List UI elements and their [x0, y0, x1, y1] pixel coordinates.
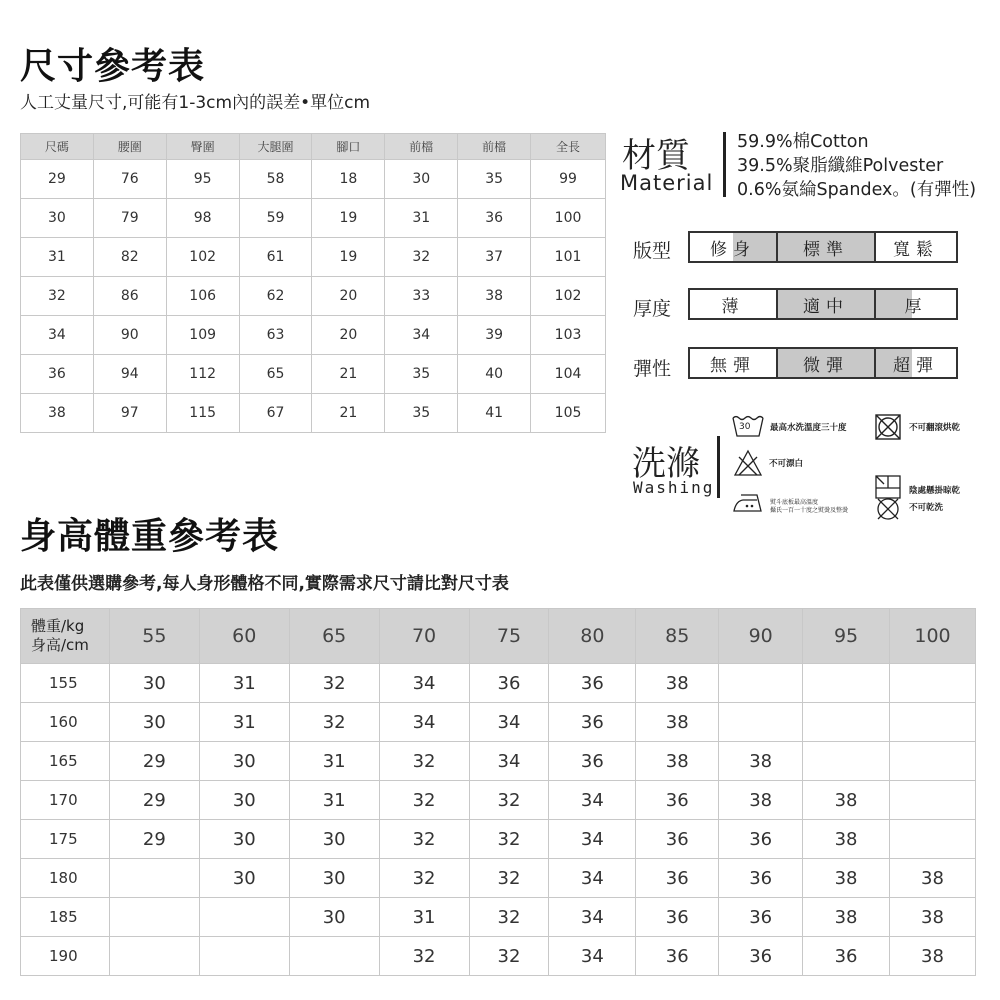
iron-icon: [731, 489, 765, 515]
recommended-size-cell: 31: [379, 898, 469, 937]
recommended-size-cell: 36: [636, 859, 719, 898]
weight-header-cell: 80: [549, 609, 636, 664]
size-table-row: [21, 160, 606, 199]
size-table-cell: 100: [531, 199, 606, 238]
size-table-cell: 102: [531, 277, 606, 316]
recommended-size-cell: 30: [199, 820, 289, 859]
height-row-header: 165: [21, 742, 110, 781]
size-table-cell: 98: [166, 199, 239, 238]
hw-table-row: [21, 703, 976, 742]
size-table-cell: 34: [385, 316, 458, 355]
size-table-cell: 62: [239, 277, 312, 316]
recommended-size-cell: 34: [549, 820, 636, 859]
size-header-cell: 尺碼: [21, 134, 94, 160]
height-row-header: 190: [21, 937, 110, 976]
recommended-size-cell: 36: [549, 664, 636, 703]
size-table-cell: 32: [385, 238, 458, 277]
no-dry-clean-text: 不可乾洗: [909, 503, 944, 513]
size-table-row: [21, 316, 606, 355]
height-weight-subtitle: 此表僅供選購參考,每人身形體格不同,實際需求尺寸請比對尺寸表: [20, 574, 509, 594]
recommended-size-cell: 30: [199, 742, 289, 781]
recommended-size-cell: 38: [636, 742, 719, 781]
fit-label: 版型: [633, 240, 672, 262]
size-table-cell: 20: [312, 316, 385, 355]
height-weight-table: [20, 608, 976, 976]
size-table-row: [21, 394, 606, 433]
height-weight-title: 身高體重參考表: [20, 516, 280, 557]
size-table-cell: 86: [93, 277, 166, 316]
size-header-cell: 大腿圍: [239, 134, 312, 160]
size-table-cell: 37: [458, 238, 531, 277]
recommended-size-cell: [199, 898, 289, 937]
size-table-row: [21, 199, 606, 238]
recommended-size-cell: 34: [549, 898, 636, 937]
size-table-cell: 102: [166, 238, 239, 277]
recommended-size-cell: 36: [803, 937, 890, 976]
size-table-cell: 35: [385, 355, 458, 394]
size-table-cell: 115: [166, 394, 239, 433]
height-row-header: 180: [21, 859, 110, 898]
size-table-cell: 58: [239, 160, 312, 199]
recommended-size-cell: 30: [109, 703, 199, 742]
hang-dry-text: 陰處懸掛晾乾: [909, 486, 961, 496]
recommended-size-cell: 34: [379, 664, 469, 703]
recommended-size-cell: 36: [549, 703, 636, 742]
thickness-option: 厚: [874, 290, 956, 318]
size-table-cell: 36: [21, 355, 94, 394]
hw-table-row: [21, 898, 976, 937]
hw-table-row: [21, 820, 976, 859]
washing-divider: [717, 436, 720, 498]
recommended-size-cell: 34: [549, 781, 636, 820]
recommended-size-cell: [719, 703, 803, 742]
size-table-row: [21, 355, 606, 394]
size-table-cell: 29: [21, 160, 94, 199]
size-table-cell: 112: [166, 355, 239, 394]
recommended-size-cell: 38: [803, 859, 890, 898]
size-table-cell: 105: [531, 394, 606, 433]
recommended-size-cell: 38: [890, 898, 976, 937]
size-table-cell: 65: [239, 355, 312, 394]
recommended-size-cell: 38: [719, 742, 803, 781]
hw-header-row: [21, 609, 976, 664]
recommended-size-cell: 38: [803, 898, 890, 937]
recommended-size-cell: [289, 937, 379, 976]
size-table-cell: 31: [21, 238, 94, 277]
recommended-size-cell: 32: [469, 937, 549, 976]
material-divider: [723, 132, 726, 197]
stretch-option: 超彈: [874, 349, 956, 377]
recommended-size-cell: 31: [289, 742, 379, 781]
iron-text-2: 攝氏一百一十度之熨燙及整燙: [770, 507, 849, 514]
recommended-size-cell: 31: [289, 781, 379, 820]
recommended-size-cell: 32: [469, 820, 549, 859]
size-header-cell: 腳口: [312, 134, 385, 160]
recommended-size-cell: [109, 937, 199, 976]
recommended-size-cell: [890, 703, 976, 742]
no-bleach-text: 不可漂白: [769, 459, 804, 469]
wash-30-icon: 30: [731, 414, 765, 438]
recommended-size-cell: 34: [469, 703, 549, 742]
size-table-cell: 35: [385, 394, 458, 433]
material-line: 39.5%聚脂纖維Polvester: [737, 156, 944, 176]
recommended-size-cell: [109, 859, 199, 898]
size-table-cell: 19: [312, 238, 385, 277]
size-table-cell: 59: [239, 199, 312, 238]
size-table-cell: 35: [458, 160, 531, 199]
size-table-row: [21, 277, 606, 316]
recommended-size-cell: 36: [719, 937, 803, 976]
size-table-cell: 38: [21, 394, 94, 433]
size-table: [20, 133, 606, 433]
size-table-cell: 38: [458, 277, 531, 316]
recommended-size-cell: 30: [199, 859, 289, 898]
hw-table-row: [21, 781, 976, 820]
size-table-cell: 61: [239, 238, 312, 277]
size-table-cell: 67: [239, 394, 312, 433]
height-row-header: 160: [21, 703, 110, 742]
size-table-cell: 97: [93, 394, 166, 433]
size-table-cell: 41: [458, 394, 531, 433]
recommended-size-cell: 34: [549, 859, 636, 898]
stretch-option: 無彈: [710, 355, 756, 376]
recommended-size-cell: 36: [636, 781, 719, 820]
size-table-cell: 99: [531, 160, 606, 199]
recommended-size-cell: 30: [289, 820, 379, 859]
size-header-cell: 前檔: [458, 134, 531, 160]
height-row-header: 155: [21, 664, 110, 703]
recommended-size-cell: 30: [109, 664, 199, 703]
recommended-size-cell: 38: [890, 859, 976, 898]
recommended-size-cell: 34: [379, 703, 469, 742]
recommended-size-cell: 29: [109, 820, 199, 859]
recommended-size-cell: 32: [469, 898, 549, 937]
stretch-label: 彈性: [633, 358, 672, 380]
size-table-cell: 31: [385, 199, 458, 238]
recommended-size-cell: 36: [719, 898, 803, 937]
recommended-size-cell: [890, 742, 976, 781]
recommended-size-cell: 38: [719, 781, 803, 820]
recommended-size-cell: 38: [803, 820, 890, 859]
recommended-size-cell: [890, 664, 976, 703]
recommended-size-cell: 32: [379, 742, 469, 781]
size-table-cell: 40: [458, 355, 531, 394]
recommended-size-cell: 29: [109, 742, 199, 781]
size-header-cell: 腰圍: [93, 134, 166, 160]
size-table-row: [21, 238, 606, 277]
wash-temp-text: 最高水洗溫度三十度: [770, 423, 847, 433]
recommended-size-cell: 29: [109, 781, 199, 820]
fit-option-selected: 標準: [776, 233, 874, 261]
size-table-header-row: [21, 134, 606, 160]
size-table-cell: 21: [312, 355, 385, 394]
recommended-size-cell: 31: [199, 664, 289, 703]
size-chart-title: 尺寸參考表: [20, 46, 206, 87]
size-table-cell: 30: [21, 199, 94, 238]
size-table-cell: 36: [458, 199, 531, 238]
recommended-size-cell: 36: [469, 664, 549, 703]
recommended-size-cell: 38: [890, 937, 976, 976]
size-table-cell: 63: [239, 316, 312, 355]
size-table-cell: 33: [385, 277, 458, 316]
no-tumble-dry-icon: [874, 413, 902, 441]
thickness-option-selected: 適中: [776, 290, 874, 318]
size-table-cell: 106: [166, 277, 239, 316]
recommended-size-cell: 32: [289, 664, 379, 703]
fit-option: 修身: [690, 233, 776, 261]
size-table-cell: 30: [385, 160, 458, 199]
weight-header-cell: 95: [803, 609, 890, 664]
recommended-size-cell: [199, 937, 289, 976]
recommended-size-cell: 32: [469, 859, 549, 898]
fit-option: 寬鬆: [874, 233, 956, 261]
recommended-size-cell: 30: [289, 859, 379, 898]
no-bleach-icon: [733, 449, 763, 477]
size-table-cell: 32: [21, 277, 94, 316]
recommended-size-cell: 36: [636, 820, 719, 859]
thickness-scale: [688, 288, 958, 320]
size-table-cell: 94: [93, 355, 166, 394]
recommended-size-cell: 30: [289, 898, 379, 937]
hw-corner-cell: 體重/kg 身高/cm: [21, 609, 110, 664]
recommended-size-cell: 38: [636, 703, 719, 742]
recommended-size-cell: [803, 703, 890, 742]
hw-table-row: [21, 664, 976, 703]
material-line: 0.6%氨綸Spandex。(有彈性): [737, 180, 977, 200]
weight-header-cell: 55: [109, 609, 199, 664]
hw-table-row: [21, 742, 976, 781]
recommended-size-cell: 38: [803, 781, 890, 820]
size-table-cell: 90: [93, 316, 166, 355]
recommended-size-cell: 36: [719, 859, 803, 898]
recommended-size-cell: [803, 664, 890, 703]
no-dry-clean-icon: [874, 497, 902, 521]
recommended-size-cell: 34: [549, 937, 636, 976]
stretch-scale: [688, 347, 958, 379]
recommended-size-cell: [890, 781, 976, 820]
height-row-header: 175: [21, 820, 110, 859]
size-table-cell: 19: [312, 199, 385, 238]
size-table-cell: 39: [458, 316, 531, 355]
recommended-size-cell: [803, 742, 890, 781]
size-table-cell: 18: [312, 160, 385, 199]
recommended-size-cell: 30: [199, 781, 289, 820]
height-row-header: 185: [21, 898, 110, 937]
height-row-header: 170: [21, 781, 110, 820]
size-table-cell: 101: [531, 238, 606, 277]
recommended-size-cell: 32: [379, 781, 469, 820]
weight-header-cell: 65: [289, 609, 379, 664]
fit-scale: [688, 231, 958, 263]
washing-label-en: Washing: [633, 478, 715, 497]
size-chart-subtitle: 人工丈量尺寸,可能有1-3cm內的誤差•單位cm: [20, 93, 371, 113]
hw-table-row: [21, 937, 976, 976]
material-label-en: Material: [620, 171, 714, 195]
recommended-size-cell: 32: [289, 703, 379, 742]
washing-label-zh: 洗滌: [632, 444, 700, 484]
iron-text-1: 熨斗底板最高溫度: [770, 499, 819, 506]
thickness-option: 薄: [721, 296, 745, 317]
recommended-size-cell: 32: [379, 937, 469, 976]
weight-header-cell: 100: [890, 609, 976, 664]
material-label-zh: 材質: [622, 136, 690, 176]
recommended-size-cell: [719, 664, 803, 703]
weight-header-cell: 60: [199, 609, 289, 664]
size-table-cell: 20: [312, 277, 385, 316]
size-table-cell: 76: [93, 160, 166, 199]
recommended-size-cell: 36: [636, 937, 719, 976]
size-table-cell: 82: [93, 238, 166, 277]
weight-header-cell: 85: [636, 609, 719, 664]
weight-header-cell: 75: [469, 609, 549, 664]
recommended-size-cell: 36: [719, 820, 803, 859]
hw-table-row: [21, 859, 976, 898]
recommended-size-cell: 32: [379, 820, 469, 859]
recommended-size-cell: [890, 820, 976, 859]
recommended-size-cell: [109, 898, 199, 937]
recommended-size-cell: 32: [469, 781, 549, 820]
material-line: 59.9%棉Cotton: [737, 132, 869, 152]
size-header-cell: 臀圍: [166, 134, 239, 160]
thickness-label: 厚度: [633, 298, 672, 320]
recommended-size-cell: 36: [549, 742, 636, 781]
size-table-cell: 104: [531, 355, 606, 394]
recommended-size-cell: 34: [469, 742, 549, 781]
size-table-cell: 34: [21, 316, 94, 355]
recommended-size-cell: 32: [379, 859, 469, 898]
size-table-cell: 109: [166, 316, 239, 355]
recommended-size-cell: 38: [636, 664, 719, 703]
size-table-cell: 79: [93, 199, 166, 238]
no-tumble-dry-text: 不可翻滾烘乾: [909, 423, 961, 433]
weight-header-cell: 90: [719, 609, 803, 664]
size-table-cell: 21: [312, 394, 385, 433]
recommended-size-cell: 36: [636, 898, 719, 937]
stretch-option-selected: 微彈: [776, 349, 874, 377]
size-header-cell: 全長: [531, 134, 606, 160]
size-table-cell: 95: [166, 160, 239, 199]
size-header-cell: 前檔: [385, 134, 458, 160]
size-table-cell: 103: [531, 316, 606, 355]
recommended-size-cell: 31: [199, 703, 289, 742]
weight-header-cell: 70: [379, 609, 469, 664]
